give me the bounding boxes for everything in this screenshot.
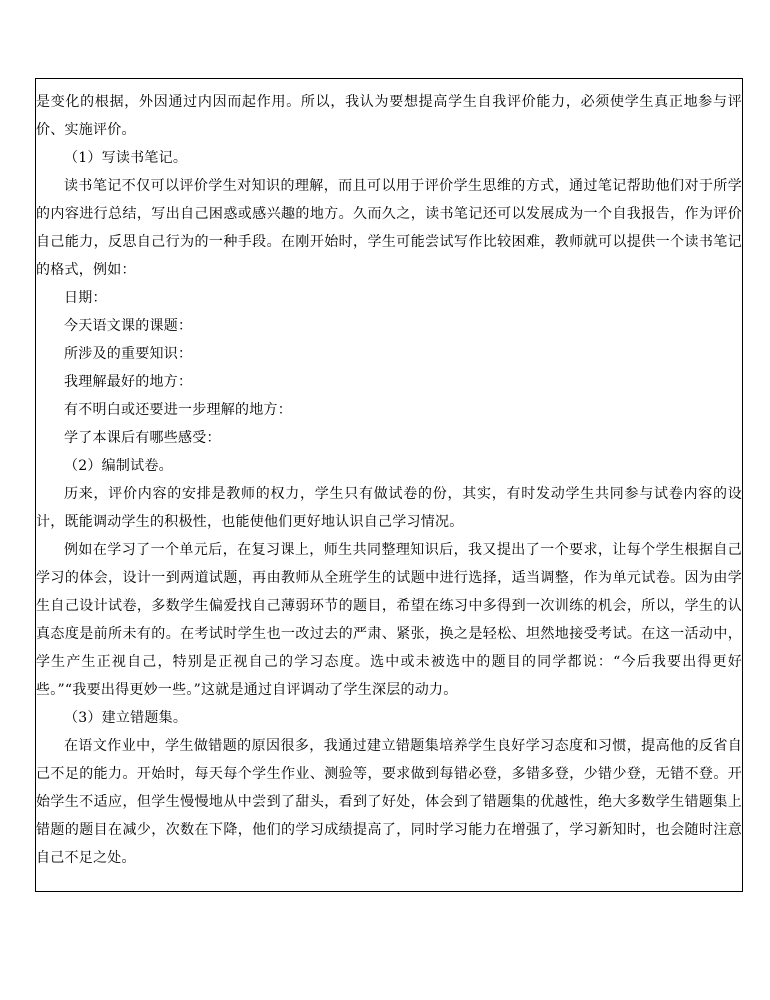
template-line-unclear-points: 有不明白或还要进一步理解的地方：: [64, 402, 292, 418]
document-body: [36, 88, 742, 872]
template-line-lesson-title: 今天语文课的课题：: [64, 318, 193, 334]
paragraph-continuation: 是变化的根据，外因通过内因而起作用。所以，我认为要想提高学生自我评价能力，必须使学生真正地参与评价、实施评价。: [36, 94, 742, 138]
template-line-feelings: 学了本课后有哪些感受：: [64, 430, 221, 446]
document-frame: [35, 78, 743, 892]
paragraph-reading-notes: 读书笔记不仅可以评价学生对知识的理解，而且可以用于评价学生思维的方式，通过笔记帮助他们对于所学的内容进行总结，写出自己困惑或感兴趣的地方。久而久之，读书笔记还可以发展成为一个自我报告，作为评价自己能力，反思自己行为的一种手段。在刚开始时，学生可能尝试写作比较困难，教师就可以提供一个读书笔记的格式，例如：: [36, 178, 742, 278]
paragraph-error-collection: 在语文作业中，学生做错题的原因很多，我通过建立错题集培养学生良好学习态度和习惯，提高他的反省自己不足的能力。开始时，每天每个学生作业、测验等，要求做到每错必登，多错多登，少错少登，无错不登。开始学生不适应，但学生慢慢地从中尝到了甜头，看到了好处，体会到了错题集的优越性，绝大多数学生错题集上错题的题目在减少，次数在下降，他们的学习成绩提高了，同时学习能力在增强了，学习新知时，也会随时注意自己不足之处。: [36, 738, 742, 866]
template-line-date: 日期：: [64, 290, 107, 306]
heading-error-collection: （3）建立错题集。: [64, 710, 188, 726]
paragraph-unit-test-example: 例如在学习了一个单元后，在复习课上，师生共同整理知识后，我又提出了一个要求，让每个学生根据自己学习的体会，设计一到两道试题，再由教师从全班学生的试题中进行选择，适当调整，作为单元试卷。因为由学生自己设计试卷，多数学生偏爱找自己薄弱环节的题目，希望在练习中多得到一次训练的机会，所以，学生的认真态度是前所未有的。在考试时学生也一改过去的严肃、紧张，换之是轻松、坦然地接受考试。在这一活动中，学生产生正视自己，特别是正视自己的学习态度。选中或未被选中的题目的同学都说：“今后我要出得更好些。”“我要出得更妙一些。”这就是通过自评调动了学生深层的动力。: [36, 542, 742, 698]
template-line-key-knowledge: 所涉及的重要知识：: [64, 346, 193, 362]
heading-compile-test: （2）编制试卷。: [64, 458, 173, 474]
paragraph-test-design: 历来，评价内容的安排是教师的权力，学生只有做试卷的份，其实，有时发动学生共同参与试卷内容的设计，既能调动学生的积极性，也能使他们更好地认识自己学习情况。: [36, 486, 742, 530]
heading-reading-notes: （1）写读书笔记。: [64, 150, 188, 166]
template-line-best-understood: 我理解最好的地方：: [64, 374, 193, 390]
